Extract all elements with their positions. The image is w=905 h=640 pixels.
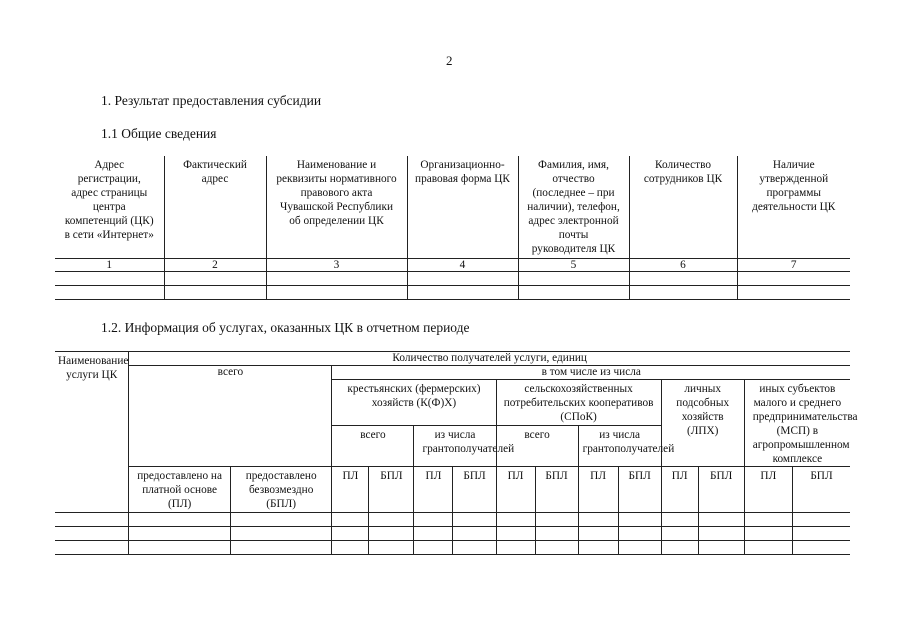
header-free: предоставлено безвозмездно (БПЛ) [230, 467, 332, 513]
header-pl: ПЛ [496, 467, 535, 513]
empty-cell [737, 285, 850, 299]
header-bpl: БПЛ [792, 467, 850, 513]
empty-cell [661, 527, 698, 541]
empty-cell [129, 513, 231, 527]
empty-cell [535, 527, 578, 541]
header-total: всего [129, 366, 332, 467]
column-number: 2 [164, 258, 266, 271]
header-bpl: БПЛ [535, 467, 578, 513]
empty-cell [518, 285, 629, 299]
header-spok-total: всего [496, 425, 578, 466]
header-including: в том числе из числа [332, 366, 850, 380]
empty-cell [744, 527, 792, 541]
empty-cell [369, 513, 414, 527]
header-staff-count: Количество сотрудников ЦК [629, 156, 737, 258]
table-row [55, 285, 850, 299]
empty-cell [578, 513, 618, 527]
header-pl: ПЛ [414, 467, 453, 513]
empty-cell [737, 271, 850, 285]
empty-cell [164, 271, 266, 285]
empty-cell [792, 513, 850, 527]
header-pl: ПЛ [744, 467, 792, 513]
empty-cell [661, 541, 698, 555]
empty-cell [332, 513, 369, 527]
empty-cell [453, 527, 496, 541]
table-row [55, 271, 850, 285]
empty-cell [792, 527, 850, 541]
empty-cell [55, 541, 129, 555]
empty-cell [407, 285, 518, 299]
header-spok: сельскохозяйственных потребительских кооперативов (СПоК) [496, 380, 661, 426]
empty-cell [266, 271, 407, 285]
empty-cell [230, 527, 332, 541]
empty-cell [618, 513, 661, 527]
header-actual-address: Фактический адрес [164, 156, 266, 258]
empty-cell [535, 541, 578, 555]
empty-cell [55, 513, 129, 527]
empty-cell [744, 513, 792, 527]
empty-cell [55, 285, 164, 299]
empty-cell [414, 513, 453, 527]
header-bpl: БПЛ [453, 467, 496, 513]
table-row [55, 527, 850, 541]
empty-cell [518, 271, 629, 285]
empty-cell [496, 513, 535, 527]
empty-cell [578, 527, 618, 541]
column-number: 5 [518, 258, 629, 271]
header-lph: личных подсобных хозяйств (ЛПХ) [661, 380, 744, 467]
column-number: 7 [737, 258, 850, 271]
empty-cell [698, 513, 744, 527]
services-table [55, 351, 858, 555]
header-bpl: БПЛ [369, 467, 414, 513]
empty-cell [129, 541, 231, 555]
empty-cell [453, 541, 496, 555]
header-legal-act: Наименование и реквизиты нормативного правового акта Чувашской Республики об определении ЦК [266, 156, 407, 258]
empty-cell [698, 527, 744, 541]
header-kfh: крестьянских (фермерских) хозяйств (К(Ф)Х) [332, 380, 496, 426]
header-address: Адрес регистрации, адрес страницы центра компетенций (ЦК) в сети «Интернет» [55, 156, 164, 258]
header-kfh-grantees: из числа грантополучателей [414, 425, 496, 466]
column-number: 3 [266, 258, 407, 271]
header-msp: иных субъектов малого и среднего предпринимательства (МСП) в агропромышленном комплексе [744, 380, 850, 467]
empty-cell [618, 541, 661, 555]
empty-cell [629, 285, 737, 299]
empty-cell [744, 541, 792, 555]
empty-cell [369, 527, 414, 541]
empty-cell [496, 527, 535, 541]
empty-cell [496, 541, 535, 555]
header-recipients-count: Количество получателей услуги, единиц [129, 352, 850, 366]
section-1-2-title: 1.2. Информация об услугах, оказанных ЦК в отчетном периоде [101, 320, 470, 335]
empty-cell [55, 527, 129, 541]
header-kfh-total: всего [332, 425, 414, 466]
empty-cell [266, 285, 407, 299]
empty-cell [164, 285, 266, 299]
empty-cell [407, 271, 518, 285]
header-program: Наличие утвержденной программы деятельности ЦК [737, 156, 850, 258]
header-manager: Фамилия, имя, отчество (последнее – при наличии), телефон, адрес электронной почты руководителя ЦК [518, 156, 629, 258]
header-bpl: БПЛ [618, 467, 661, 513]
header-spok-grantees: из числа грантополучателей [578, 425, 661, 466]
section-1-title: 1. Результат предоставления субсидии [101, 93, 322, 108]
empty-cell [230, 513, 332, 527]
empty-cell [332, 527, 369, 541]
empty-cell [414, 541, 453, 555]
empty-cell [629, 271, 737, 285]
empty-cell [661, 513, 698, 527]
table-row [55, 513, 850, 527]
empty-cell [453, 513, 496, 527]
header-pl: ПЛ [661, 467, 698, 513]
header-pl: ПЛ [578, 467, 618, 513]
empty-cell [698, 541, 744, 555]
header-pl: ПЛ [332, 467, 369, 513]
header-service-name: Наименование услуги ЦК [55, 352, 129, 513]
header-bpl: БПЛ [698, 467, 744, 513]
column-number: 6 [629, 258, 737, 271]
empty-cell [55, 271, 164, 285]
empty-cell [230, 541, 332, 555]
general-info-table [55, 156, 850, 300]
column-number: 4 [407, 258, 518, 271]
header-paid: предоставлено на платной основе (ПЛ) [129, 467, 231, 513]
empty-cell [369, 541, 414, 555]
header-legal-form: Организационно-правовая форма ЦК [407, 156, 518, 258]
empty-cell [129, 527, 231, 541]
empty-cell [332, 541, 369, 555]
table-row [55, 541, 850, 555]
empty-cell [535, 513, 578, 527]
page-number: 2 [446, 53, 453, 68]
empty-cell [578, 541, 618, 555]
empty-cell [792, 541, 850, 555]
empty-cell [618, 527, 661, 541]
empty-cell [414, 527, 453, 541]
section-1-1-title: 1.1 Общие сведения [101, 126, 217, 141]
column-number: 1 [55, 258, 164, 271]
